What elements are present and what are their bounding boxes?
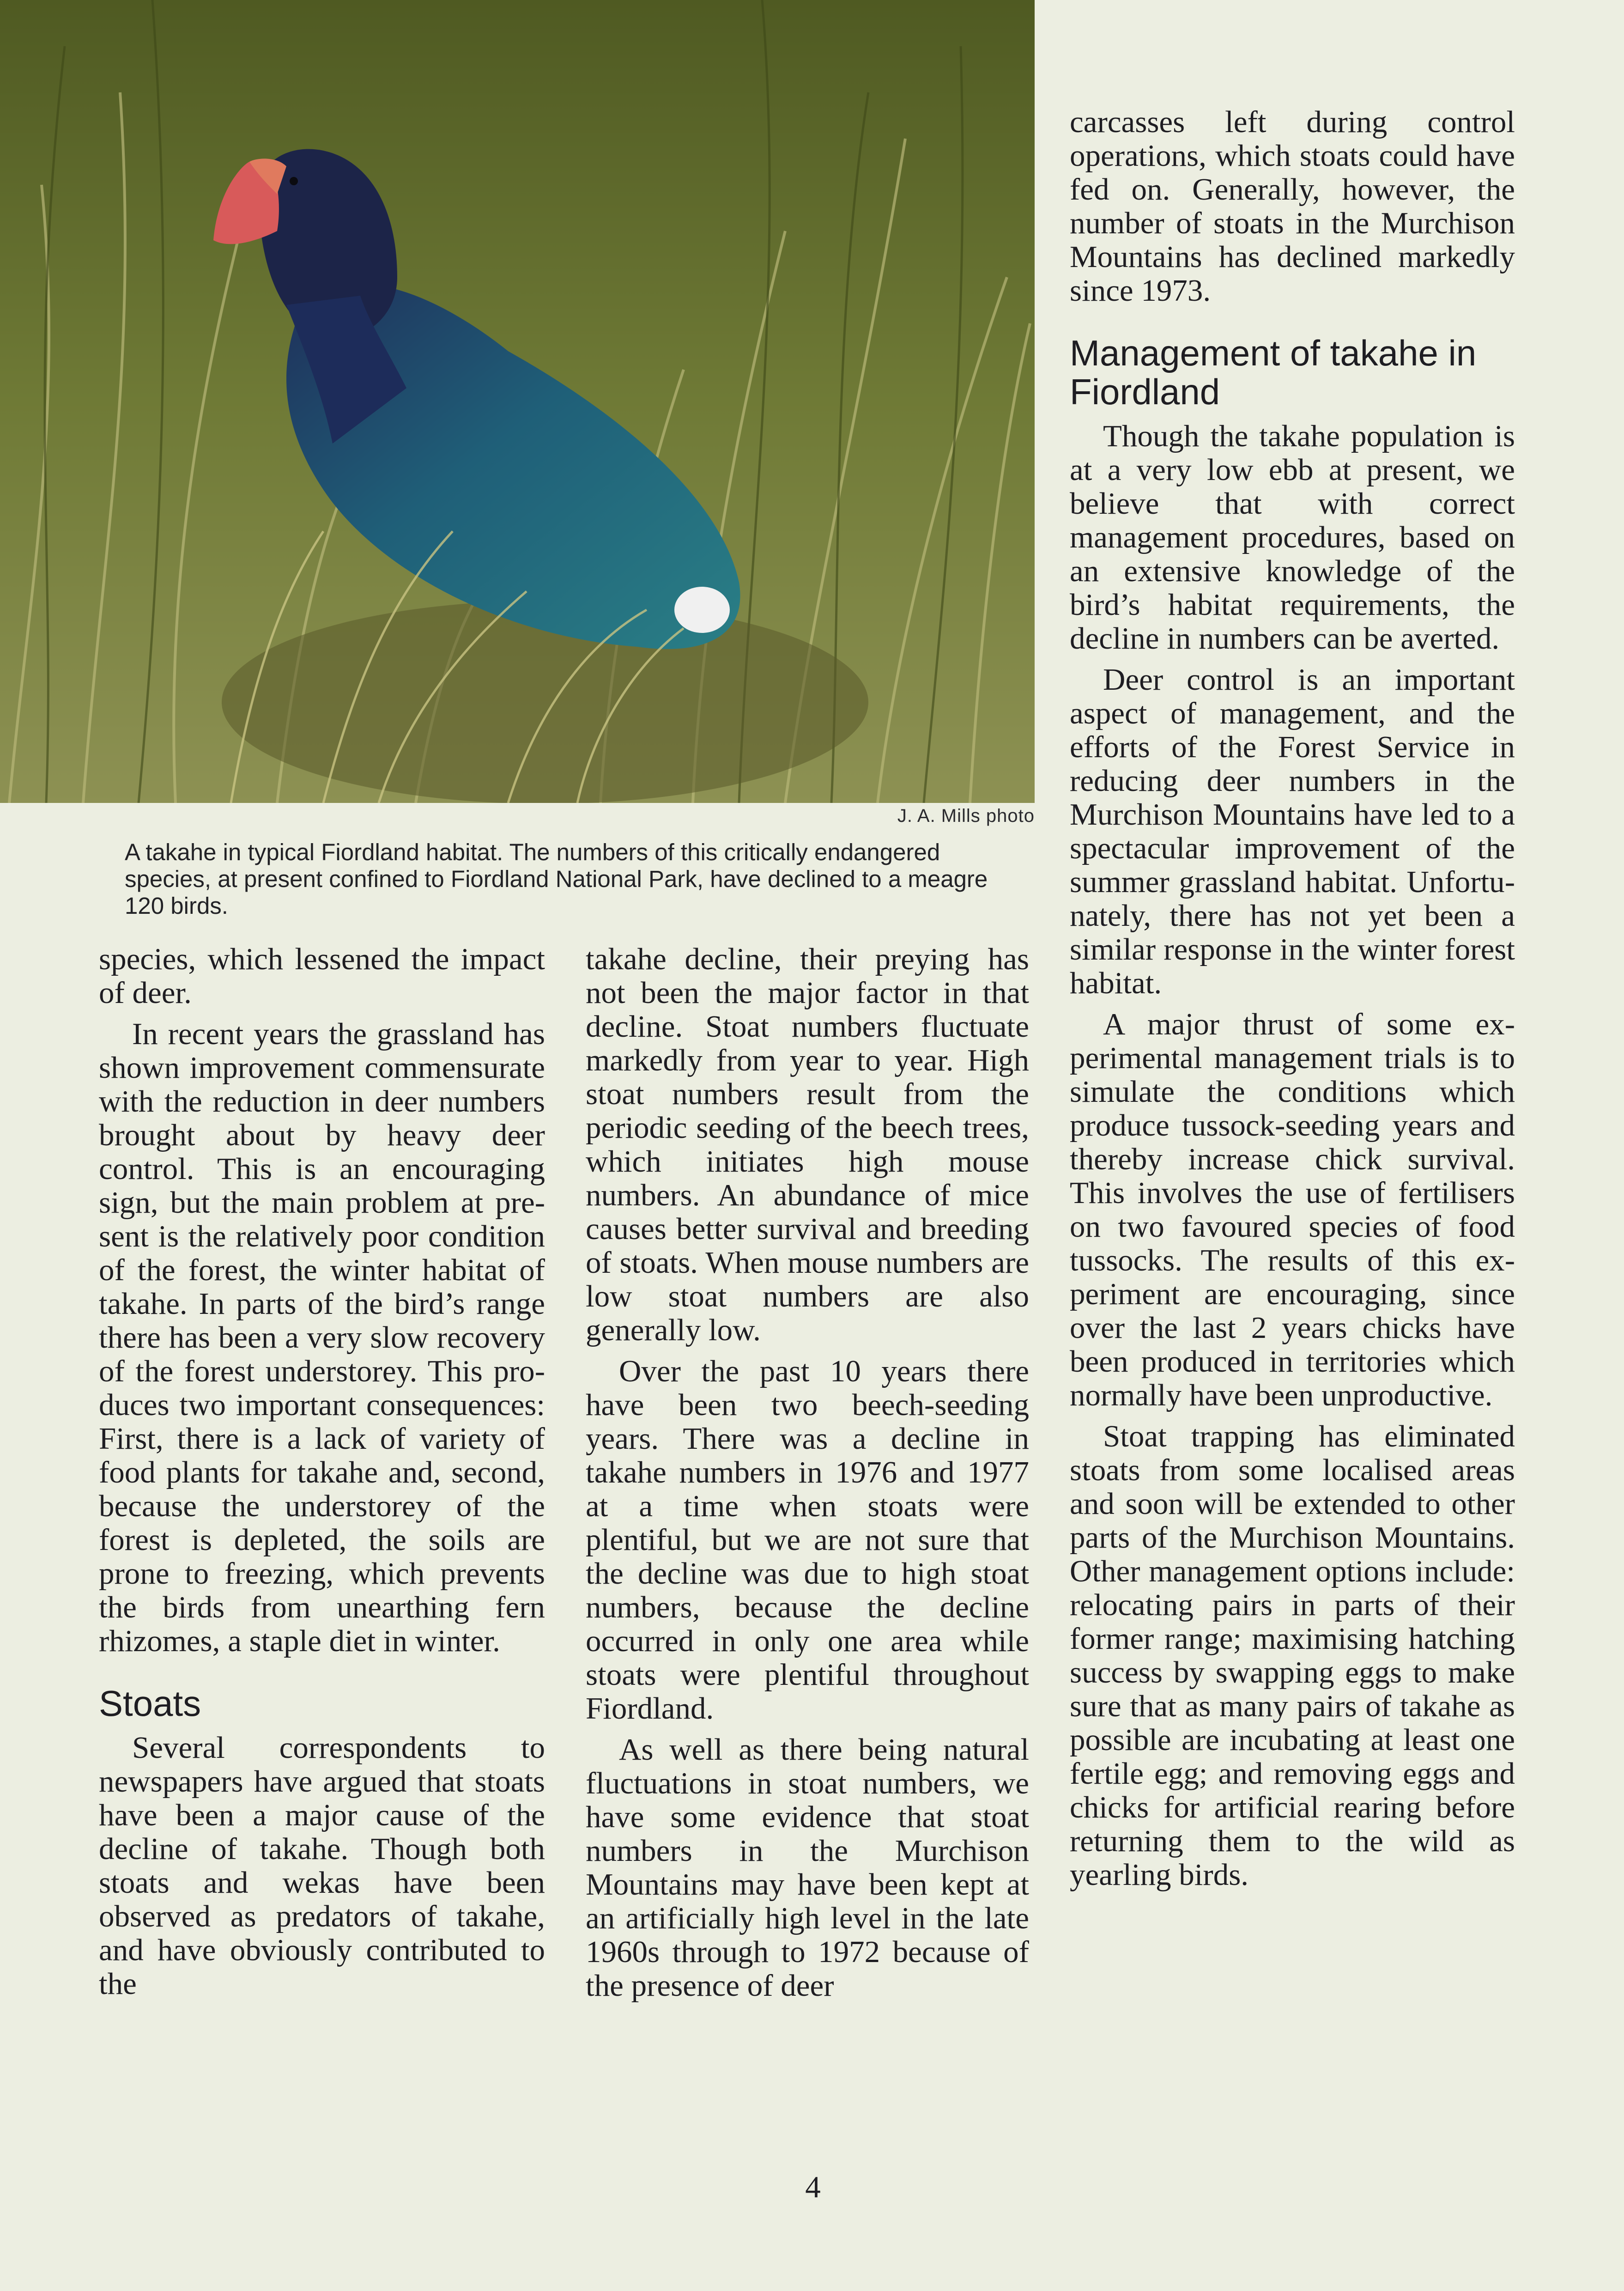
section-heading-stoats: Stoats [99, 1683, 201, 1724]
paragraph: A major thrust of some experimental management trials is to simulate the conditions which produce tussock-seeding years and thereby increase chick survival. This involves the use of fertilisers on two favoured species of food tussocks. The results of this experiment are encouraging, since over the last 2 years chicks have been produced in territories which normally have been unproductive. [1070, 1007, 1515, 1412]
paragraph: As well as there being natural fluctuations in stoat numbers, we have some evidence that stoat numbers in the Murchison Mountains may have been kept at an artificially high level in the late 1960s through to 1972 because of the presence of deer [586, 1732, 1029, 2003]
paragraph: Stoat trapping has eliminated stoats from some localised areas and soon will be extended to other parts of the Murchison Mountains. Other management options include: relocating pairs in parts of their former range; maximising hatching success by swapping eggs to make sure that as many pairs of takahe as possible are incubating at least one fertile egg; and removing eggs and chicks for artificial rearing before returning them to the wild as yearling birds. [1070, 1419, 1515, 1892]
takahe-illustration [0, 0, 1035, 803]
paragraph: species, which lessened the impact of deer. [99, 942, 545, 1010]
column-3 [1070, 105, 1515, 1899]
column-1 [99, 942, 545, 2008]
section-heading-management: Management of takahe in Fiordland [1070, 333, 1477, 412]
paragraph: takahe decline, their preying has not been the major factor in that decline. Stoat numbers fluctuate markedly from year to year. High stoat numbers result from the periodic seeding of the beech trees, which initiates high mouse numbers. An abundance of mice causes better survival and breeding of stoats. When mouse numbers are low stoat numbers are also generally low. [586, 942, 1029, 1347]
paragraph: Several correspondents to newspapers have argued that stoats have been a major cause of the decline of takahe. Though both stoats and wekas have been observed as predators of takahe, and have obviously contributed to the [99, 1731, 545, 2001]
paragraph: In recent years the grassland has shown improvement commensurate with the reduction in deer numbers brought about by heavy deer control. This is an encouraging sign, but the main problem at present is the relatively poor condition of the forest, the winter habitat of takahe. In parts of the bird’s range there has been a very slow recovery of the forest understorey. This produces two important consequences: First, there is a lack of variety of food plants for takahe and, second, because the understorey of the forest is depleted, the soils are prone to freezing, which prevents the birds from unearthing fern rhizomes, a staple diet in winter. [99, 1017, 545, 1658]
page-number: 4 [805, 2170, 821, 2204]
paragraph: Though the takahe population is at a very low ebb at present, we believe that with correct management procedures, based on an extensive knowledge of the bird’s habitat requirements, the decline in numbers can be averted. [1070, 419, 1515, 656]
paragraph: Over the past 10 years there have been two beech-seeding years. There was a decline in takahe numbers in 1976 and 1977 at a time when stoats were plentiful, but we are not sure that the decline was due to high stoat numbers, because the decline occurred in only one area while stoats were plentiful throughout Fiordland. [586, 1354, 1029, 1726]
photo-credit: J. A. Mills photo [897, 806, 1035, 826]
paragraph: carcasses left during control operations, which stoats could have fed on. Generally, however, the number of stoats in the Murchison Mountains has declined markedly since 1973. [1070, 105, 1515, 308]
column-2 [586, 942, 1029, 2010]
takahe-photo [0, 0, 1035, 803]
paragraph: Deer control is an important aspect of management, and the efforts of the Forest Service in reducing deer numbers in the Murchison Mountains have led to a spectacular improvement of the summer grassland habitat. Unfortunately, there has not yet been a similar response in the winter forest habitat. [1070, 662, 1515, 1000]
photo-caption: A takahe in typical Fiordland habitat. The numbers of this critically endangered species, at present confined to Fiordland National Park, have declined to a meagre 120 birds. [125, 839, 988, 919]
